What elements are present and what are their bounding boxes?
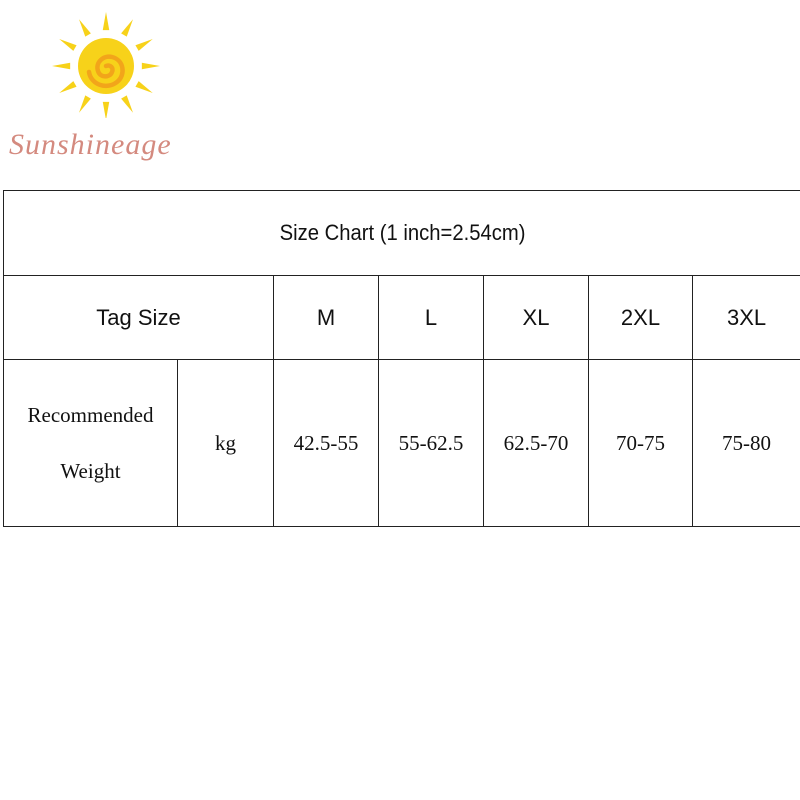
recommended-label-line2: Weight: [60, 459, 121, 483]
size-header: L: [379, 276, 484, 360]
weight-cell: 55-62.5: [379, 360, 484, 527]
sun-ray: [79, 95, 91, 112]
weight-cell: 70-75: [589, 360, 693, 527]
weight-cell: 62.5-70: [484, 360, 589, 527]
table-row: [4, 360, 800, 527]
table-header-row: [4, 276, 800, 360]
sun-ray: [121, 19, 133, 36]
recommended-weight-label: [4, 360, 178, 527]
size-header: XL: [484, 276, 589, 360]
sun-ray: [142, 63, 160, 69]
size-header: 2XL: [589, 276, 693, 360]
sun-ray: [103, 102, 109, 118]
brand-logo: [0, 0, 240, 180]
size-header: 3XL: [693, 276, 800, 360]
sun-ray: [79, 19, 91, 36]
sun-ray: [121, 95, 133, 112]
tag-size-label: Tag Size: [4, 276, 274, 360]
sun-ray: [59, 81, 76, 93]
sun-spiral-icon: [40, 8, 170, 118]
sun-ray: [135, 39, 152, 51]
brand-name: Sunshineage: [9, 128, 172, 161]
recommended-label-line1: Recommended: [27, 403, 154, 427]
sun-ray: [59, 39, 76, 51]
sun-ray: [52, 63, 70, 69]
size-header: M: [274, 276, 379, 360]
weight-cell: 75-80: [693, 360, 800, 527]
unit-cell: kg: [178, 360, 274, 527]
sun-ray: [103, 12, 109, 30]
table-title: Size Chart (1 inch=2.54cm): [35, 191, 768, 276]
sun-ray: [135, 81, 152, 93]
size-chart-table: [3, 190, 800, 527]
weight-cell: 42.5-55: [274, 360, 379, 527]
